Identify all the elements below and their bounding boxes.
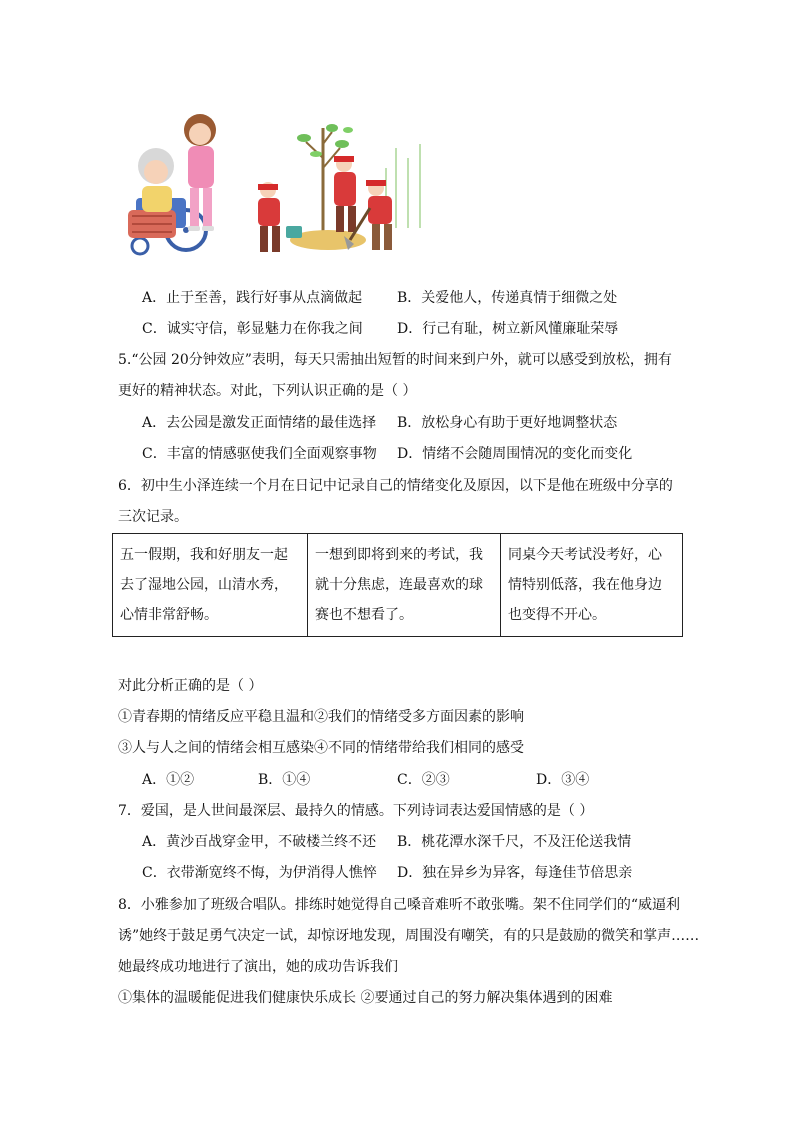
q7-option-a[interactable]: A．黄沙百战穿金甲，不破楼兰终不还 xyxy=(142,834,377,850)
q8-stem-line-3: 她最终成功地进行了演出，她的成功告诉我们 xyxy=(118,959,398,975)
q6-statement-line-1: ①青春期的情绪反应平稳且温和②我们的情绪受多方面因素的影响 xyxy=(118,709,524,725)
volunteer-illustrations xyxy=(118,108,438,268)
q5-stem-line-1: 5.“公园 20分钟效应”表明，每天只需抽出短暂的时间来到户外，就可以感受到放松，拥有 xyxy=(118,352,672,368)
q6-option-c[interactable]: C．②③ xyxy=(397,772,450,788)
q4-option-a[interactable]: A．止于至善，践行好事从点滴做起 xyxy=(142,290,363,306)
q4-option-b[interactable]: B．关爱他人，传递真情于细微之处 xyxy=(397,290,618,306)
q6-option-b[interactable]: B．①④ xyxy=(258,772,311,788)
diary-record-3: 同桌今天考试没考好，心情特别低落，我在他身边也变得不开心。 xyxy=(501,534,683,637)
q6-statement-line-2: ③人与人之间的情绪会相互感染④不同的情绪带给我们相同的感受 xyxy=(118,740,524,756)
q8-stem-line-2: 诱”她终于鼓足勇气决定一试，却惊讶地发现，周围没有嘲笑，有的只是鼓励的微笑和掌声…… xyxy=(118,928,700,944)
q6-stem-line-1: 6．初中生小泽连续一个月在日记中记录自己的情绪变化及原因，以下是他在班级中分享的 xyxy=(118,478,673,494)
q8-statement-line-1: ①集体的温暖能促进我们健康快乐成长 ②要通过自己的努力解决集体遇到的困难 xyxy=(118,990,613,1006)
q5-stem-line-2: 更好的精神状态。对此，下列认识正确的是（ ） xyxy=(118,383,417,399)
q5-option-a[interactable]: A．去公园是激发正面情绪的最佳选择 xyxy=(142,415,377,431)
table-row xyxy=(113,534,683,637)
q6-stem-line-2: 三次记录。 xyxy=(118,509,188,525)
q4-option-c[interactable]: C．诚实守信，彰显魅力在你我之间 xyxy=(142,321,363,337)
diary-record-2: 一想到即将到来的考试，我就十分焦虑，连最喜欢的球赛也不想看了。 xyxy=(308,534,501,637)
diary-record-1: 五一假期，我和好朋友一起去了湿地公园，山清水秀，心情非常舒畅。 xyxy=(113,534,308,637)
q8-stem-line-1: 8．小雅参加了班级合唱队。排练时她觉得自己嗓音难听不敢张嘴。架不住同学们的“威逼利 xyxy=(118,897,681,913)
q5-option-b[interactable]: B．放松身心有助于更好地调整状态 xyxy=(397,415,618,431)
q7-option-b[interactable]: B．桃花潭水深千尺，不及汪伦送我情 xyxy=(397,834,632,850)
diary-records-table xyxy=(112,533,683,637)
q4-option-d[interactable]: D．行己有耻，树立新风懂廉耻荣辱 xyxy=(397,321,619,337)
q7-option-d[interactable]: D．独在异乡为异客，每逢佳节倍思亲 xyxy=(397,865,633,881)
q7-option-c[interactable]: C．衣带渐宽终不悔，为伊消得人憔悴 xyxy=(142,865,377,881)
elderly-care-illustration xyxy=(128,114,216,254)
q7-stem: 7．爱国，是人世间最深层、最持久的情感。下列诗词表达爱国情感的是（ ） xyxy=(118,803,594,819)
q6-option-d[interactable]: D．③④ xyxy=(536,772,590,788)
q6-option-a[interactable]: A．①② xyxy=(142,772,195,788)
q5-option-d[interactable]: D．情绪不会随周围情况的变化而变化 xyxy=(397,446,633,462)
q5-option-c[interactable]: C．丰富的情感驱使我们全面观察事物 xyxy=(142,446,377,462)
tree-planting-illustration xyxy=(258,124,420,252)
q6-prompt: 对此分析正确的是（ ） xyxy=(118,678,263,694)
